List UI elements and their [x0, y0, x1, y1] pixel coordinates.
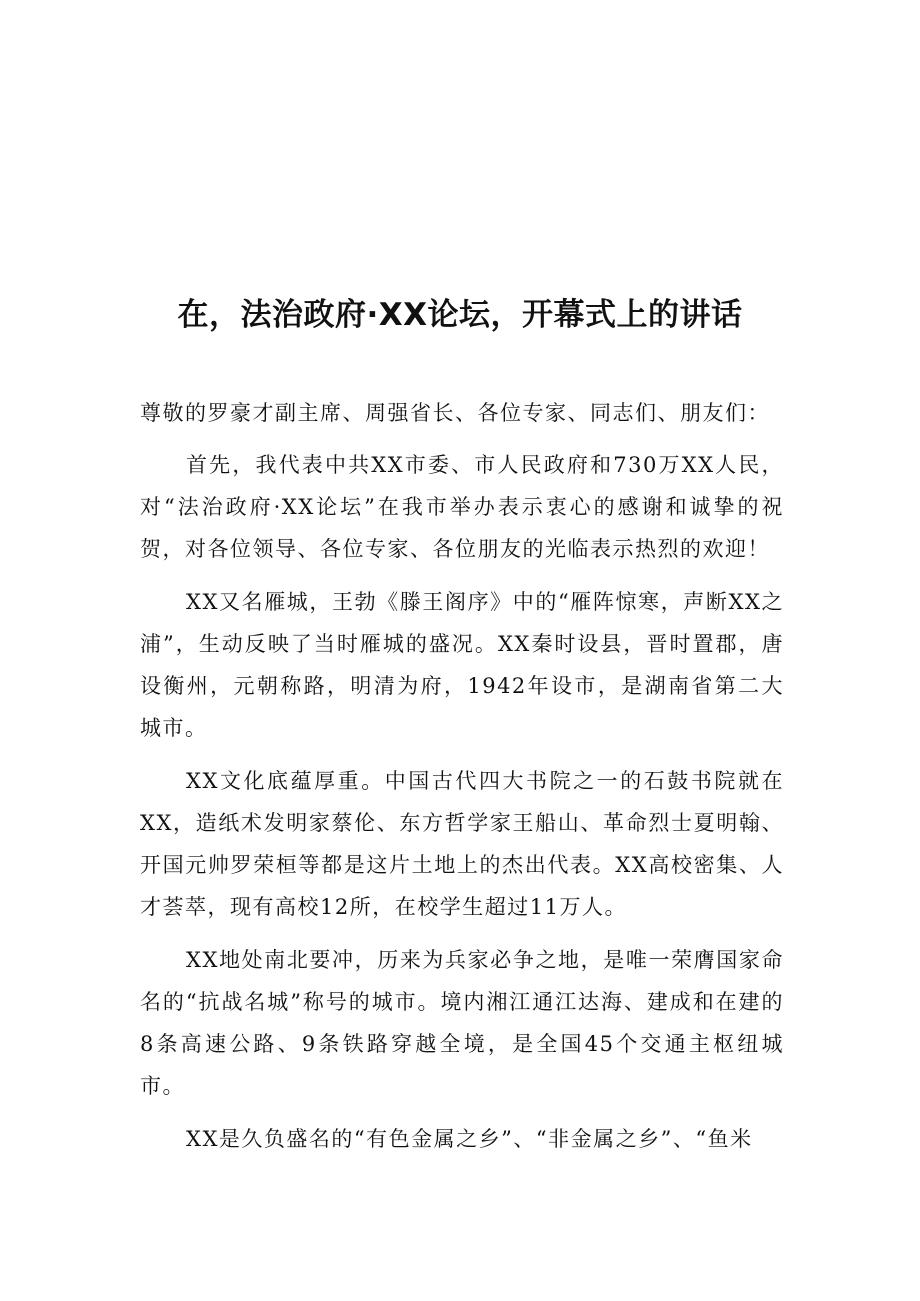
- paragraph: XX又名雁城，王勃《滕王阁序》中的“雁阵惊寒，声断XX之浦”，生动反映了当时雁城的盛况。XX秦时设县，晋时置郡，唐设衡州，元朝称路，明清为府，1942年设市，是湖南省第二大城市。: [140, 590, 784, 740]
- paragraph: XX文化底蕴厚重。中国古代四大书院之一的石鼓书院就在XX，造纸术发明家蔡伦、东方哲学家王船山、革命烈士夏明翰、开国元帅罗荣桓等都是这片土地上的杰出代表。XX高校密集、人才荟萃，现有高校12所，在校学生超过11万人。: [140, 769, 784, 919]
- document-title: 在，法治政府·XX论坛，开幕式上的讲话: [177, 297, 743, 333]
- paragraph: 首先，我代表中共XX市委、市人民政府和730万XX人民，对“法治政府·XX论坛”在我市举办表示衷心的感谢和诚挚的祝贺，对各位领导、各位专家、各位朋友的光临表示热烈的欢迎！: [140, 453, 784, 561]
- paragraph: XX地处南北要冲，历来为兵家必争之地，是唯一荣膺国家命名的“抗战名城”称号的城市。境内湘江通江达海、建成和在建的8条高速公路、9条铁路穿越全境，是全国45个交通主枢纽城市。: [140, 948, 784, 1098]
- document-body: [140, 392, 784, 1171]
- salutation: 尊敬的罗豪才副主席、周强省长、各位专家、同志们、朋友们：: [140, 401, 770, 425]
- paragraph: XX是久负盛名的“有色金属之乡”、“非金属之乡”、“鱼米: [186, 1127, 753, 1151]
